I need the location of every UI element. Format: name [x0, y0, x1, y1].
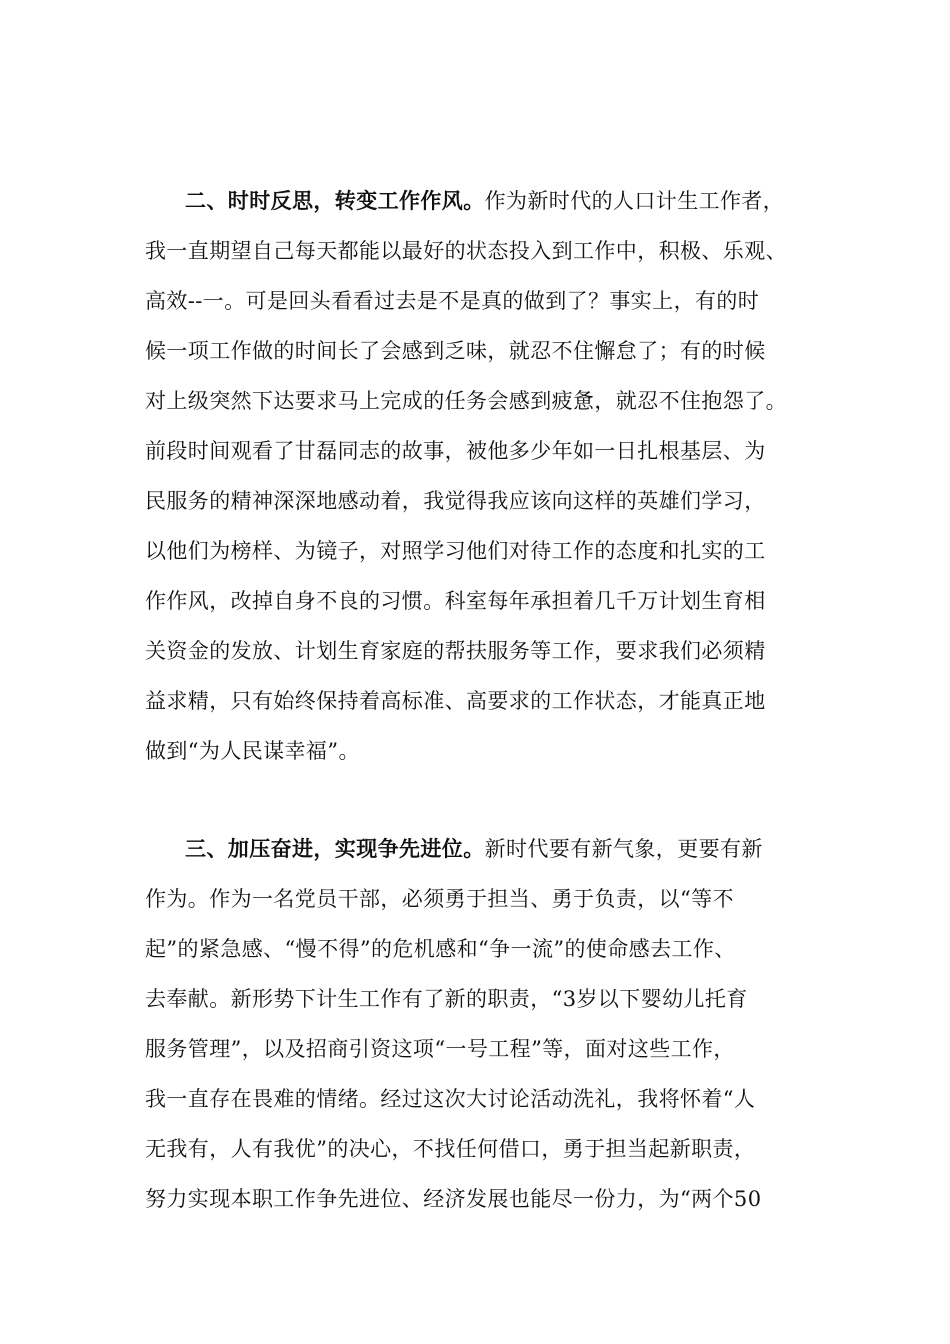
- section2-line-6: 前段时间观看了甘磊同志的故事，被他多少年如一日扎根基层、为: [145, 439, 766, 463]
- section2-line-9: 作作风，改掉自身不良的习惯。科室每年承担着几千万计划生育相: [145, 589, 766, 613]
- section2-line-8: 以他们为榜样、为镜子，对照学习他们对待工作的态度和扎实的工: [145, 539, 766, 563]
- section2-line-7: 民服务的精神深深地感动着，我觉得我应该向这样的英雄们学习，: [145, 489, 766, 513]
- section2-line-5: 对上级突然下达要求马上完成的任务会感到疲惫，就忍不住抱怨了。: [145, 389, 787, 413]
- section3-heading: 三、加压奋进，实现争先进位。: [185, 836, 485, 861]
- section3-line-2: 作为。作为一名党员干部，必须勇于担当、勇于负责，以“等不: [145, 887, 734, 911]
- section3-line-3: 起”的紧急感、“慢不得”的危机感和“争一流”的使命感去工作、: [145, 937, 736, 961]
- section3-line-4: 去奉献。新形势下计生工作有了新的职责，“3岁以下婴幼儿托育: [145, 987, 748, 1011]
- section3-line-6: 我一直存在畏难的情绪。经过这次大讨论活动洗礼，我将怀着“人: [145, 1087, 756, 1111]
- section3-line-7: 无我有，人有我优”的决心，不找任何借口，勇于担当起新职责，: [145, 1137, 756, 1161]
- section2-line-1-text: 作为新时代的人口计生工作者，: [484, 189, 785, 213]
- section2-line-2: 我一直期望自己每天都能以最好的状态投入到工作中，积极、乐观、: [145, 239, 787, 263]
- section3-line-5: 服务管理”，以及招商引资这项“一号工程”等，面对这些工作，: [145, 1037, 735, 1061]
- section2-line-10: 关资金的发放、计划生育家庭的帮扶服务等工作，要求我们必须精: [145, 639, 766, 663]
- section3-line-8: 努力实现本职工作争先进位、经济发展也能尽一份力，为“两个50: [145, 1187, 762, 1211]
- section2-line-4: 候一项工作做的时间长了会感到乏味，就忍不住懈怠了；有的时候: [145, 339, 766, 363]
- section2-heading: 二、时时反思，转变工作作风。: [185, 188, 485, 213]
- section2-line-12: 做到“为人民谋幸福”。: [145, 739, 360, 763]
- section2-line-1: [185, 186, 835, 216]
- section2-line-3: 高效--一。可是回头看看过去是不是真的做到了？事实上，有的时: [145, 289, 760, 313]
- section3-line-1-text: 新时代要有新气象，更要有新: [484, 837, 763, 861]
- section3-line-1: [185, 834, 835, 864]
- section2-line-11: 益求精，只有始终保持着高标准、高要求的工作状态，才能真正地: [145, 689, 766, 713]
